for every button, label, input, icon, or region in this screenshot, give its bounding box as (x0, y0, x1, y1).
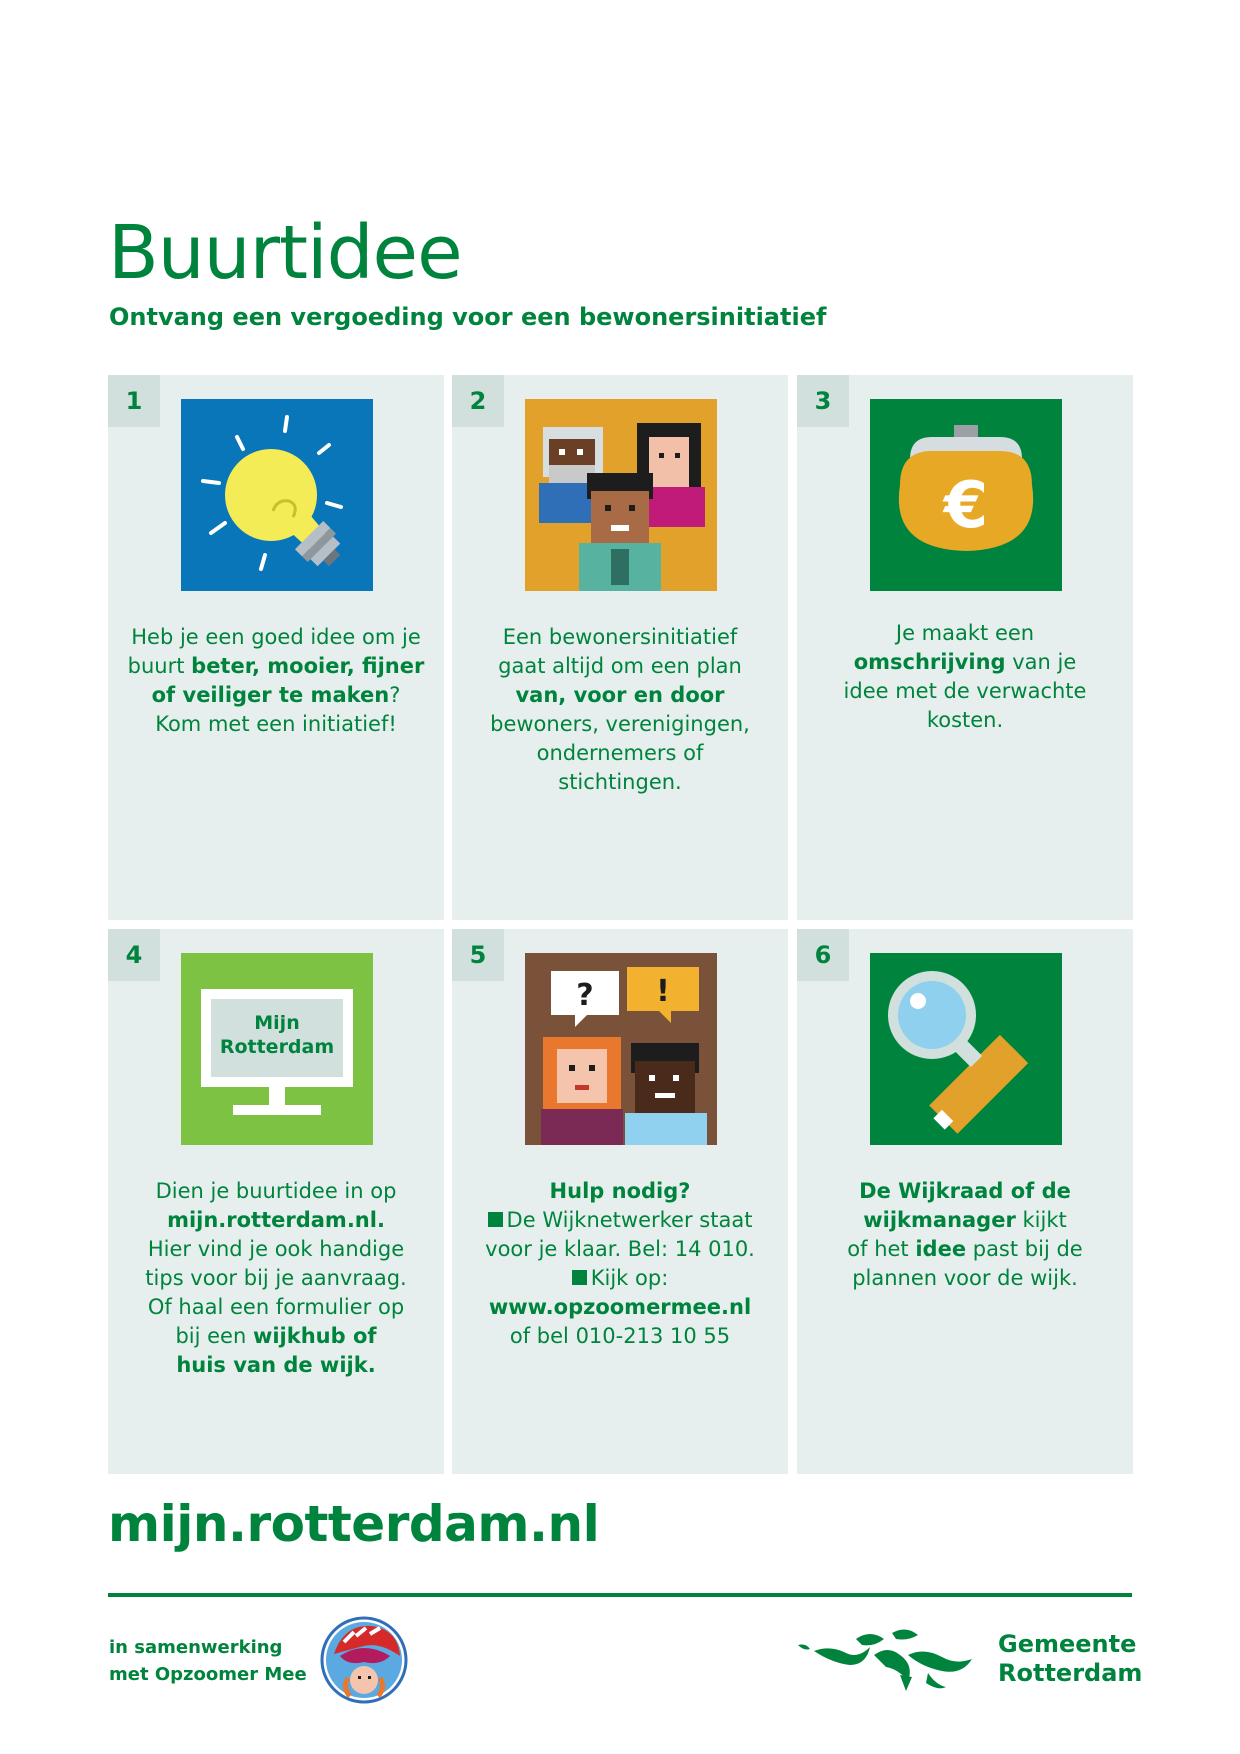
text-run: Een bewonersinitiatief (502, 625, 738, 649)
text-run: Kom met een initiatief! (155, 712, 397, 736)
text-run: Je maakt een (895, 621, 1035, 645)
exclamation-mark: ! (656, 974, 670, 1009)
footer-url[interactable]: mijn.rotterdam.nl (108, 1495, 600, 1553)
text-run: of bel 010-213 10 55 (509, 1324, 731, 1348)
monitor-label-line-2: Rotterdam (219, 1036, 335, 1058)
text-line (462, 1293, 778, 1322)
text-line (807, 1264, 1123, 1293)
step-text (807, 619, 1123, 735)
text-line (118, 681, 434, 710)
text-run: Hier vind je ook handige (147, 1237, 405, 1261)
bold-text: beter, mooier, fijner (191, 654, 425, 678)
text-line (118, 1264, 434, 1293)
step-number: 1 (108, 375, 160, 427)
text-run: kosten. (926, 708, 1004, 732)
text-line (118, 652, 434, 681)
text-run: bewoners, verenigingen, (490, 712, 750, 736)
text-run: past bij de (966, 1237, 1083, 1261)
text-line (118, 1351, 434, 1380)
text-line (118, 1177, 434, 1206)
text-line (118, 1322, 434, 1351)
text-line (118, 710, 434, 739)
bold-text: huis van de wijk. (176, 1353, 376, 1377)
bold-text: idee (915, 1237, 967, 1261)
green-square-bullet-icon (488, 1212, 503, 1227)
step-card-5 (452, 929, 788, 1474)
text-line (462, 1177, 778, 1206)
cooperation-line-1: in samenwerking (109, 1637, 283, 1658)
text-line (807, 648, 1123, 677)
speech-bubbles-people-icon (525, 953, 717, 1145)
text-line (118, 1235, 434, 1264)
step-card-3 (797, 375, 1133, 920)
bold-text: of veiliger te maken (151, 683, 390, 707)
text-run: ondernemers of (536, 741, 704, 765)
text-run: Heb je een goed idee om je (131, 625, 421, 649)
step-text (118, 1177, 434, 1380)
step-number: 5 (452, 929, 504, 981)
text-run: Of haal een formulier op (147, 1295, 405, 1319)
cooperation-line-2: met Opzoomer Mee (109, 1664, 307, 1685)
text-line (807, 706, 1123, 735)
gemeente-rotterdam-wordmark (998, 1630, 1142, 1688)
text-line (462, 768, 778, 797)
step-text (118, 623, 434, 739)
green-square-bullet-icon (572, 1270, 587, 1285)
bold-text: van, voor en door (515, 683, 725, 707)
text-line (462, 1206, 778, 1235)
text-run: idee met de verwachte (843, 679, 1087, 703)
text-line (462, 710, 778, 739)
people-icon (525, 399, 717, 591)
text-line (807, 1206, 1123, 1235)
text-line (462, 681, 778, 710)
text-run: Dien je buurtidee in op (155, 1179, 397, 1203)
text-run: of het (847, 1237, 916, 1261)
gemeente-rotterdam-logo (796, 1625, 976, 1695)
text-run: stichtingen. (558, 770, 682, 794)
text-run: ? (389, 683, 401, 707)
euro-purse-icon (870, 399, 1062, 591)
page-title: Buurtidee (108, 210, 462, 296)
text-line (807, 1177, 1123, 1206)
text-line (807, 619, 1123, 648)
step-text (462, 623, 778, 797)
step-number: 6 (797, 929, 849, 981)
step-card-4 (108, 929, 444, 1474)
bold-text: Hulp nodig? (549, 1179, 691, 1203)
text-run: voor je klaar. Bel: 14 010. (485, 1237, 755, 1261)
gemeente-line-1: Gemeente (998, 1630, 1137, 1658)
bold-text: wijkhub of (252, 1324, 377, 1348)
text-line (462, 739, 778, 768)
step-text (807, 1177, 1123, 1293)
text-run: De Wijknetwerker staat (506, 1208, 753, 1232)
text-line (807, 677, 1123, 706)
cooperation-note (109, 1634, 307, 1688)
text-run: kijkt (1015, 1208, 1067, 1232)
magnifier-icon (870, 953, 1062, 1145)
text-line (118, 1293, 434, 1322)
text-line (118, 1206, 434, 1235)
text-line (807, 1235, 1123, 1264)
step-number: 4 (108, 929, 160, 981)
step-number: 3 (797, 375, 849, 427)
text-run: Kijk op: (590, 1266, 669, 1290)
page-subtitle: Ontvang een vergoeding voor een bewonersinitiatief (109, 303, 827, 331)
step-card-1 (108, 375, 444, 920)
text-run: van je (1005, 650, 1077, 674)
gemeente-line-2: Rotterdam (998, 1659, 1143, 1687)
text-run: gaat altijd om een plan (498, 654, 742, 678)
text-run: bij een (175, 1324, 253, 1348)
bold-text: www.opzoomermee.nl (488, 1295, 752, 1319)
svg-text:€: € (943, 469, 989, 543)
step-card-6 (797, 929, 1133, 1474)
monitor-icon (181, 953, 373, 1145)
step-number: 2 (452, 375, 504, 427)
text-line (118, 623, 434, 652)
opzoomer-mee-logo (320, 1616, 408, 1704)
lightbulb-icon (181, 399, 373, 591)
question-mark: ? (576, 978, 594, 1013)
text-line (462, 623, 778, 652)
text-line (462, 1322, 778, 1351)
text-run: plannen voor de wijk. (852, 1266, 1078, 1290)
step-card-2 (452, 375, 788, 920)
divider (108, 1593, 1132, 1597)
bold-text: mijn.rotterdam.nl. (167, 1208, 385, 1232)
text-line (462, 1264, 778, 1293)
bold-text: wijkmanager (863, 1208, 1016, 1232)
text-line (462, 652, 778, 681)
text-run: tips voor bij je aanvraag. (145, 1266, 407, 1290)
bold-text: De Wijkraad of de (859, 1179, 1071, 1203)
bold-text: omschrijving (853, 650, 1006, 674)
text-run: buurt (127, 654, 192, 678)
monitor-label-line-1: Mijn (254, 1012, 300, 1034)
step-text (462, 1177, 778, 1351)
text-line (462, 1235, 778, 1264)
